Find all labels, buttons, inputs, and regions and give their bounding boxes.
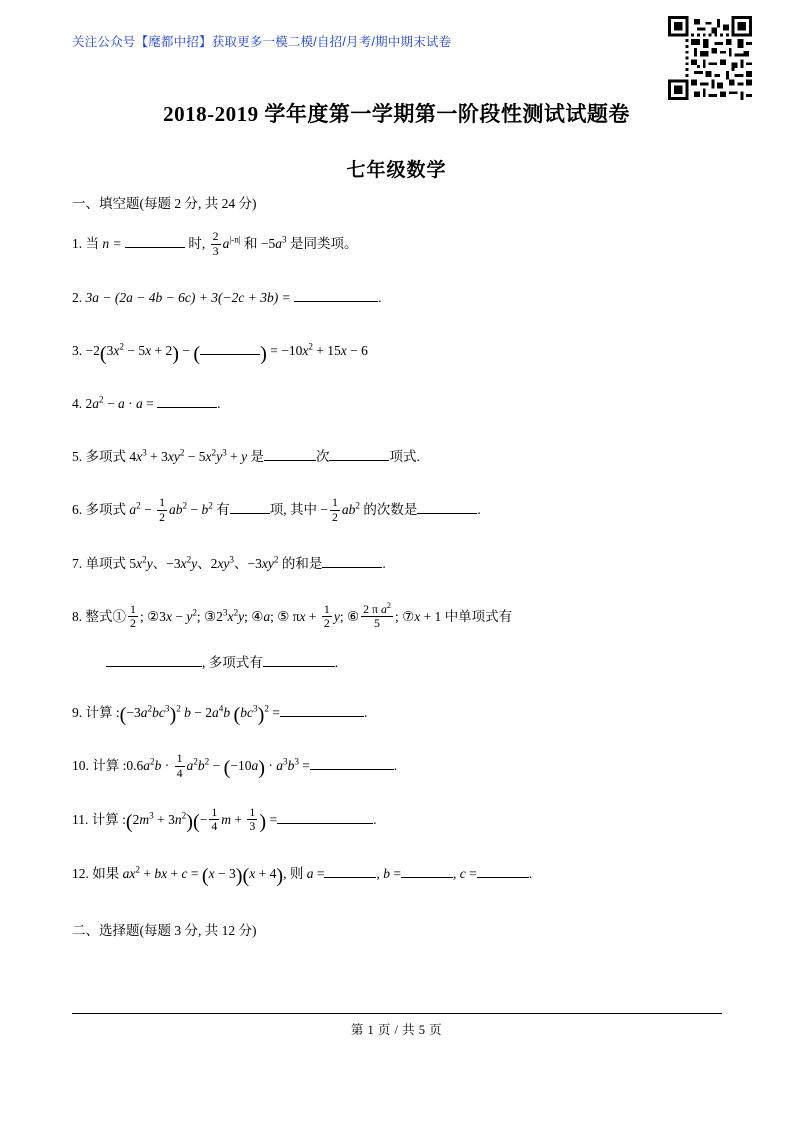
q11-expression: $(2m^3 + 3n^2)(-$ $\frac{1}{4}$ m + $\frac{1}{3}$ ) = [125,805,278,834]
question-10 [72,752,722,780]
q1-text-d: 是同类项。 [289,236,358,252]
q6-tail: . [477,502,481,518]
question-11 [72,806,722,834]
q9-number: 9. [72,704,83,720]
q7-number: 7. [72,555,83,571]
question-8 [72,603,722,631]
q1-var-a: a [222,236,230,252]
q10-expression: $0.6a^2b$ · $\frac{1}{4}$ $a^2b^2 - (-10a) \cdot a^3b^3$ = [126,751,310,780]
q11-tail: . [373,811,377,827]
q12-blank-c [477,864,529,878]
page-title: 2018-2019 学年度第一学期第一阶段性测试试题卷 [163,102,630,126]
section-heading-fill-blank: 一、填空题(每题 2 分, 共 24 分) [72,196,257,211]
question-5 [72,443,722,470]
q1-exp-2: 3 [282,234,287,245]
q8-item-6: ⑥ $\frac{2 \pi a^2}{5}$ ; [346,601,399,631]
footer-divider [72,1013,722,1014]
q3-blank [200,341,260,355]
q8-blank-1 [106,653,202,667]
q2-tail: . [378,290,382,306]
question-1 [72,230,722,258]
q12-mid-1: , b = [376,865,401,881]
q5-lead: 多项式 $4x^3 + 3xy^2 - 5x^2y^3 + y$ 是 [85,447,264,465]
q12-lead: 如果 $ax^2$ + bx + c = (x − 3)(x + 4), 则 a = [92,864,325,888]
q6-blank-1 [230,500,270,514]
question-3 [72,337,722,364]
q9-lead: 计算 : [85,704,120,720]
question-8-continued [106,653,722,673]
page-subtitle: 七年级数学 [346,160,447,181]
page-number: 第 1 页 / 共 5 页 [350,1023,443,1037]
q11-lead: 计算 : [91,811,126,827]
q5-tail: 项式. [389,449,420,465]
q6-mid: 项, 其中 − $\frac{1}{2}$ $ab^2$ 的次数是 [269,495,418,524]
q8-item-7: ⑦x + 1 [402,608,442,624]
q10-tail: . [393,757,398,773]
q1-blank-1 [125,234,185,248]
question-7 [72,550,722,577]
q7-tail: . [382,555,386,571]
section-heading-multiple-choice: 二、选择题(每题 3 分, 共 12 分) [72,922,257,938]
promo-banner: 关注公众号【麾都中招】获取更多一模二模/自招/月考/期中期末试卷 [72,35,452,49]
q1-var-a2: a [275,236,283,252]
q12-tail: . [528,865,533,881]
q6-lead: 多项式 $a^2$ − $\frac{1}{2}$ $ab^2 - b^2$ 有 [85,495,230,524]
question-9 [72,699,722,726]
q2-blank [294,288,378,302]
q3-number: 3. [72,343,83,359]
q8-cont-text: , 多项式有 [202,654,263,670]
q4-blank [157,394,217,408]
q9-tail: . [363,704,368,720]
q2-expression: 3a − (2a − 4b − 6c) + 3(−2c + 3b) = [85,290,291,306]
question-4 [72,390,722,417]
q5-number: 5. [72,449,83,465]
q10-number: 10. [72,757,89,773]
q11-blank [277,810,373,824]
q10-lead: 计算 : [92,757,127,773]
q5-blank-1 [264,447,316,461]
q10-blank [310,756,394,770]
q3-expression-tail: ) = $-10x^2 + 15x - 6$ [260,341,368,365]
question-6 [72,496,722,524]
q12-blank-b [401,864,453,878]
q8-item-5: ⑤ πx + $\frac{1}{2}$ y; [277,602,344,631]
q8-item-4: ④a; [251,608,274,624]
qr-code [666,14,758,106]
question-2 [72,284,722,311]
q8-item-2: ②3x − $y^2$; [147,607,201,624]
q8-blank-2 [263,653,335,667]
q12-number: 12. [72,865,89,881]
exam-content [72,194,722,957]
question-12 [72,860,722,887]
q2-number: 2. [72,290,83,306]
q1-var-n: n = [102,236,122,252]
q4-tail: . [217,396,221,412]
q9-blank [280,703,364,717]
q8-tail: . [334,654,339,670]
q11-number: 11. [72,811,89,827]
q1-number: 1. [72,236,83,252]
q8-item-1: ① $\frac{1}{2}$ ; [112,602,144,631]
q8-number: 8. [72,608,83,624]
q4-expression: $2a^2 - a \cdot a$ = [85,394,154,412]
q9-expression: $(-3a^2bc^3)^2$ $b - 2a^4b$ $(bc^3)^2$ = [119,703,280,727]
q6-number: 6. [72,502,83,518]
page-footer [0,1013,793,1038]
q1-text-c: 和 −5 [244,236,276,252]
q3-expression-lead: $-2(3x^2 - 5x + 2)$ − ( [85,341,201,365]
q1-frac-den: 3 [212,243,219,258]
q4-number: 4. [72,396,83,412]
q7-lead: 单项式 $5x^2y$、$-3x^2y$、$2xy^3$、$-3xy^2$ 的和是 [85,554,323,571]
q1-frac-num: 2 [212,229,219,244]
q8-item-3: $③2^3x^2y$; [204,607,248,624]
q12-mid-2: , c = [452,865,477,881]
q7-blank [322,554,382,568]
q1-text-a: 当 [85,236,99,252]
q1-exp-1: |-n| [229,234,241,245]
q5-mid: 次 [315,449,330,465]
q1-fraction [211,230,221,258]
q8-lead: 整式 [85,608,113,624]
q8-mid: 中单项式有 [444,608,513,624]
q12-blank-a [324,864,376,878]
q6-blank-2 [417,500,477,514]
q1-text-b: 时, [188,236,206,252]
q5-blank-2 [329,447,389,461]
